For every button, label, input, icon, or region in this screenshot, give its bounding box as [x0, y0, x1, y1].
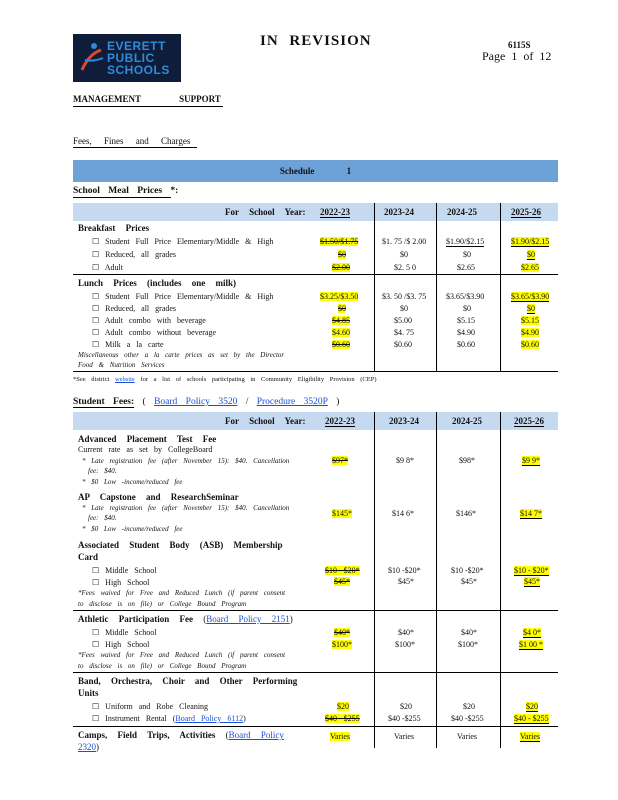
list-item: ☐ Student Full Price Elementary/Middle & High: [92, 237, 274, 246]
fee-cell: $45*: [524, 577, 540, 586]
logo-text-line-3: SCHOOLS: [107, 63, 170, 77]
lunch-title: Lunch Prices (includes one milk): [78, 278, 237, 288]
fee-cell: $9 9*: [522, 456, 540, 465]
year-col-2024: 2024-25: [447, 207, 477, 217]
list-item: ☐ Middle School: [92, 628, 157, 637]
ap-fee-note: * Late registration fee (after November 15): $40. Cancellation: [82, 457, 290, 465]
year-col-2022: 2022-23: [325, 416, 355, 426]
list-item: ☐ Instrument Rental (Board Policy 6112): [92, 714, 246, 723]
price-cell: $0: [338, 250, 346, 259]
fee-cell: $10 -$20*: [451, 566, 484, 575]
section-label: MANAGEMENT SUPPORT: [73, 94, 221, 104]
asb-note: *Fees waived for Free and Reduced Lunch (if parent consent: [78, 589, 286, 597]
fee-cell: $40 -$255: [388, 714, 421, 723]
price-cell: $1.90/$2.15: [511, 237, 550, 246]
fee-cell: $100*: [332, 640, 352, 649]
asb-title-cont: Card: [78, 552, 98, 562]
price-cell: $5.15: [457, 316, 475, 325]
fee-cell: $145*: [332, 509, 352, 518]
year-col-2022: 2022-23: [320, 207, 350, 217]
price-cell: $0: [400, 250, 408, 259]
fee-cell: $20: [463, 702, 475, 711]
fee-cell: $40 -$255: [451, 714, 484, 723]
list-item: ☐ Adult: [92, 263, 123, 272]
column-rule: [436, 412, 437, 748]
list-item: ☐ Adult combo without beverage: [92, 328, 217, 337]
asb-note: to disclose is on file) or College Bound Program: [78, 600, 247, 608]
year-col-2023: 2023-24: [384, 207, 414, 217]
year-col-2023: 2023-24: [389, 416, 419, 426]
divider: [73, 726, 558, 727]
list-item: ☐ Adult combo with beverage: [92, 316, 206, 325]
price-cell: $0.60: [521, 340, 539, 349]
fee-cell: $10 - $20*: [325, 566, 360, 575]
capstone-note: fee: $40.: [88, 514, 117, 522]
divider: [73, 274, 558, 275]
price-cell: $2.65: [457, 263, 475, 272]
page-indicator: Page 1 of 12: [482, 49, 552, 63]
fee-cell: $40 - $255: [325, 714, 360, 723]
price-cell: $4.90: [521, 328, 539, 337]
price-cell: $0: [463, 304, 471, 313]
column-rule: [374, 203, 375, 371]
divider: [73, 371, 558, 372]
price-cell: $0: [463, 250, 471, 259]
board-policy-3520-link[interactable]: Board Policy 3520: [154, 397, 238, 407]
fees-table-header: [73, 412, 558, 430]
camps-title: Camps, Field Trips, Activities (Board Policy: [78, 730, 284, 740]
for-school-year-label: For School Year:: [225, 207, 306, 217]
board-policy-6112-link[interactable]: Board Policy 6112: [175, 714, 244, 723]
website-link[interactable]: website: [114, 376, 135, 383]
price-cell: $3.65/$3.90: [511, 292, 550, 301]
list-item: ☐ High School: [92, 578, 150, 587]
column-rule: [500, 412, 501, 748]
ap-fee-description: Current rate as set by CollegeBoard: [78, 445, 213, 454]
fee-cell: Varies: [520, 732, 540, 741]
divider: [73, 197, 171, 198]
meal-prices-heading: School Meal Prices *:: [73, 186, 179, 196]
price-cell: $4. 75: [394, 328, 414, 337]
price-cell: $2.65: [521, 263, 539, 272]
year-col-2024: 2024-25: [452, 416, 482, 426]
price-cell: $5.00: [394, 316, 412, 325]
capstone-note: * $0 Low -income/reduced fee: [82, 525, 183, 533]
fee-cell: Varies: [457, 732, 477, 741]
breakfast-title: Breakfast Prices: [78, 223, 150, 233]
logo-text-line-1: EVERETT: [107, 39, 166, 53]
column-rule: [436, 203, 437, 371]
capstone-title: AP Capstone and ResearchSeminar: [78, 492, 239, 502]
fee-cell: $97*: [332, 456, 348, 465]
district-logo: [73, 34, 181, 82]
price-cell: $4.90: [457, 328, 475, 337]
ap-fee-note: * $0 Low -income/reduced fee: [82, 478, 183, 486]
fee-cell: $40 - $255: [514, 714, 549, 723]
athletic-note: *Fees waived for Free and Reduced Lunch (if parent consent: [78, 651, 286, 659]
procedure-3520p-link[interactable]: Procedure 3520P: [256, 397, 328, 407]
document-number: 6115S: [508, 40, 531, 50]
fee-cell: Varies: [394, 732, 414, 741]
fee-cell: $100*: [458, 640, 478, 649]
price-cell: $0: [338, 304, 346, 313]
board-policy-2320-link-cont[interactable]: 2320: [78, 742, 96, 752]
misc-note: Food & Nutrition Services: [78, 361, 165, 369]
price-cell: $0.60: [457, 340, 475, 349]
price-cell: $0: [527, 250, 535, 259]
fee-cell: $40*: [461, 628, 477, 637]
fee-cell: $1 00 *: [519, 640, 543, 649]
for-school-year-label: For School Year:: [225, 416, 306, 426]
fee-cell: $20: [526, 702, 538, 711]
column-rule: [500, 203, 501, 371]
price-cell: $3.25/$3.50: [320, 292, 359, 301]
column-rule: [374, 412, 375, 748]
fee-cell: $45*: [398, 577, 414, 586]
price-cell: $0.60: [394, 340, 412, 349]
schedule-title-bar: [73, 160, 558, 182]
fee-cell: $14 6*: [392, 509, 414, 518]
divider: [73, 672, 558, 673]
ap-fee-title: Advanced Placement Test Fee: [78, 434, 217, 444]
fee-cell: $45*: [461, 577, 477, 586]
fee-cell: $14 7*: [520, 509, 542, 518]
price-cell: $0.60: [332, 340, 350, 349]
board-policy-2320-link[interactable]: Board Policy: [228, 730, 284, 740]
logo-text-line-2: PUBLIC: [107, 51, 155, 65]
divider: [73, 106, 223, 107]
list-item: ☐ Middle School: [92, 566, 157, 575]
fee-cell: $10 - $20*: [514, 566, 549, 575]
camps-title-cont: 2320): [78, 742, 99, 752]
price-cell: $2.00: [332, 263, 350, 272]
fee-cell: $9 8*: [396, 456, 414, 465]
list-item: ☐ Reduced, all grades: [92, 250, 177, 259]
list-item: ☐ Uniform and Robe Cleaning: [92, 702, 209, 711]
student-fees-heading: Student Fees: ( Board Policy 3520 / Procedure 3520P ): [73, 397, 340, 407]
meal-table-header: [73, 203, 558, 221]
price-cell: $1. 75 /$ 2.00: [382, 237, 427, 246]
fee-cell: $20: [400, 702, 412, 711]
list-item: ☐ High School: [92, 640, 150, 649]
fee-cell: Varies: [330, 732, 350, 741]
cep-footnote: *See district website for a list of schools participating in Community Eligibility Provision (CEP): [73, 376, 377, 383]
fee-cell: $20: [337, 702, 349, 711]
misc-note: Miscellaneous other a la carte prices as set by the Director: [78, 351, 285, 359]
asb-title: Associated Student Body (ASB) Membership: [78, 540, 283, 550]
ap-fee-note: fee: $40.: [88, 467, 117, 475]
price-cell: $2. 5 0: [394, 263, 416, 272]
fee-cell: $10 -$20*: [388, 566, 421, 575]
price-cell: $0: [527, 304, 535, 313]
price-cell: $3.65/$3.90: [446, 292, 485, 301]
fee-cell: $40*: [334, 628, 350, 637]
schedule-title: Schedule 1: [279, 166, 352, 176]
logo-figure-icon: [79, 40, 105, 76]
page-title: IN REVISION: [260, 33, 372, 49]
band-title: Band, Orchestra, Choir and Other Performing: [78, 676, 298, 686]
band-title-cont: Units: [78, 688, 99, 698]
fee-cell: $4 0*: [523, 628, 541, 637]
price-cell: $1.90/$2.15: [446, 237, 485, 246]
list-item: ☐ Reduced, all grades: [92, 304, 177, 313]
price-cell: $1.50/$1.75: [320, 237, 359, 246]
price-cell: $4.60: [332, 328, 350, 337]
list-item: ☐ Milk a la carte: [92, 340, 164, 349]
price-cell: $3. 50 /$3. 75: [382, 292, 427, 301]
list-item: ☐ Student Full Price Elementary/Middle & High: [92, 292, 274, 301]
athletic-note: to disclose is on file) or College Bound Program: [78, 662, 247, 670]
fee-cell: $100*: [395, 640, 415, 649]
fee-cell: $40*: [398, 628, 414, 637]
capstone-note: * Late registration fee (after November 15): $40. Cancellation: [82, 504, 290, 512]
year-col-2025: 2025-26: [511, 207, 541, 217]
athletic-title: Athletic Participation Fee (Board Policy 2151): [78, 614, 293, 624]
divider: [73, 610, 558, 611]
price-cell: $0: [400, 304, 408, 313]
board-policy-2151-link[interactable]: Board Policy 2151: [206, 614, 290, 624]
fee-cell: $146*: [456, 509, 476, 518]
year-col-2025: 2025-26: [514, 416, 544, 426]
price-cell: $4.85: [332, 316, 350, 325]
document-subtitle: Fees, Fines and Charges: [73, 136, 191, 146]
fee-cell: $98*: [459, 456, 475, 465]
fee-cell: $45*: [334, 577, 350, 586]
divider: [73, 147, 197, 148]
price-cell: $5.15: [521, 316, 539, 325]
